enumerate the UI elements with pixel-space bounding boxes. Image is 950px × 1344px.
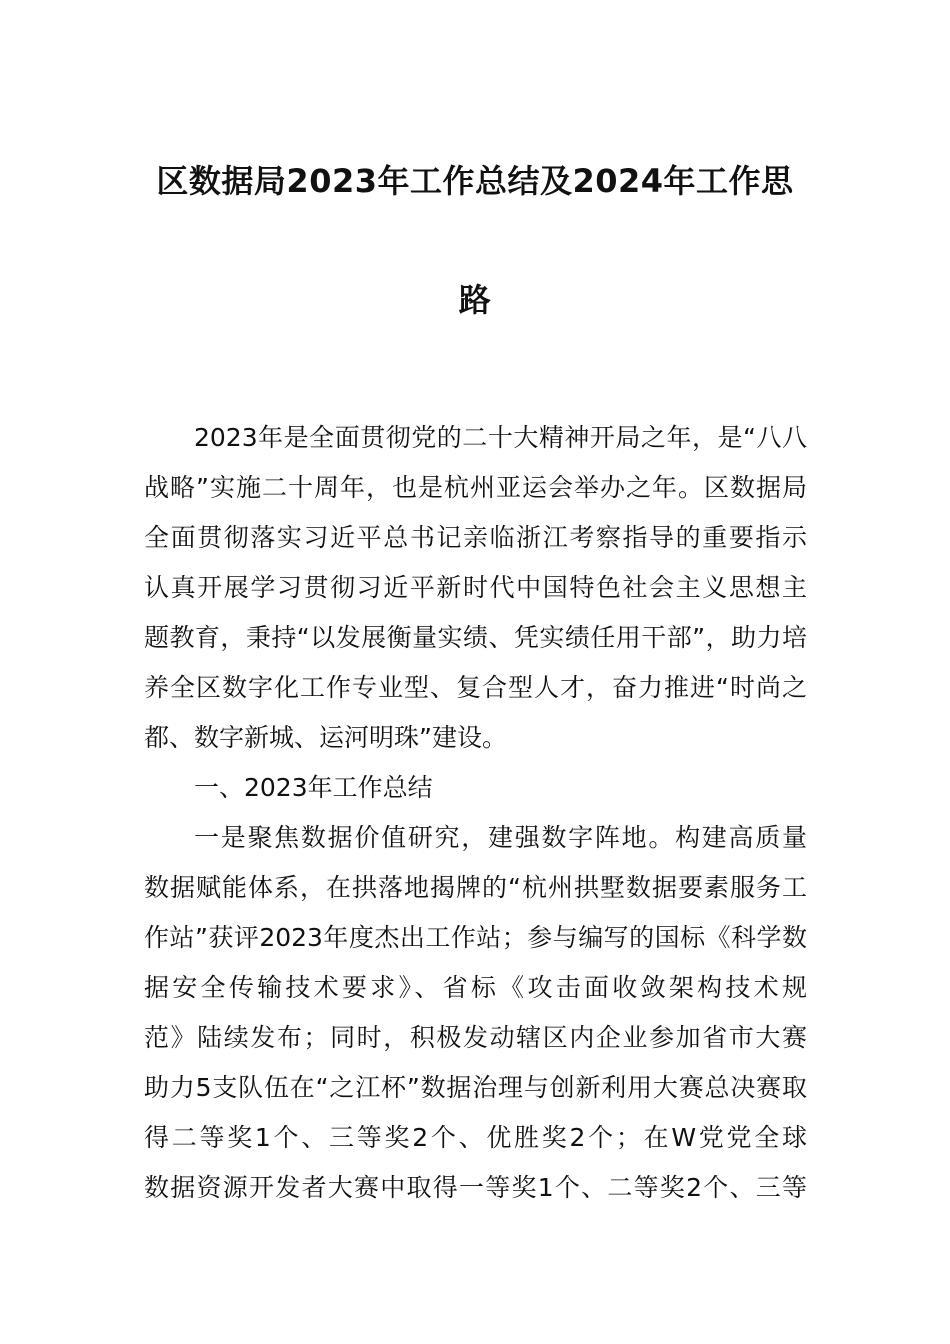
paragraph-line: 2023年是全面贯彻党的二十大精神开局之年，是“八八 (194, 423, 807, 452)
paragraph-line: 范》陆续发布；同时，积极发动辖区内企业参加省市大赛 (144, 1023, 807, 1052)
paragraph-line: 得二等奖1个、三等奖2个、优胜奖2个；在W党党全球 (144, 1123, 807, 1152)
paragraph-line: 题教育，秉持“以发展衡量实绩、凭实绩任用干部”，助力培 (144, 623, 807, 652)
paragraph-line: 作站”获评2023年度杰出工作站；参与编写的国标《科学数 (144, 923, 807, 952)
section-heading: 一、2023年工作总结 (194, 773, 433, 802)
paragraph-line: 数据赋能体系，在拱落地揭牌的“杭州拱墅数据要素服务工 (144, 873, 807, 902)
paragraph-line: 全面贯彻落实习近平总书记亲临浙江考察指导的重要指示 (144, 523, 807, 552)
document-title-line-1: 区数据局2023年工作总结及2024年工作思 (156, 162, 794, 200)
paragraph-line: 都、数字新城、运河明珠”建设。 (144, 723, 507, 752)
paragraph-line: 助力5支队伍在“之江杯”数据治理与创新利用大赛总决赛取 (144, 1073, 807, 1102)
paragraph-line: 一是聚焦数据价值研究，建强数字阵地。构建高质量 (194, 823, 807, 852)
paragraph-line: 数据资源开发者大赛中取得一等奖1个、二等奖2个、三等 (144, 1173, 807, 1202)
paragraph-line: 认真开展学习贯彻习近平新时代中国特色社会主义思想主 (144, 573, 807, 602)
paragraph-line: 养全区数字化工作专业型、复合型人才，奋力推进“时尚之 (144, 673, 807, 702)
document-title-line-2: 路 (458, 281, 492, 319)
paragraph-line: 战略”实施二十周年，也是杭州亚运会举办之年。区数据局 (144, 473, 807, 502)
paragraph-line: 据安全传输技术要求》、省标《攻击面收敛架构技术规 (144, 973, 807, 1002)
